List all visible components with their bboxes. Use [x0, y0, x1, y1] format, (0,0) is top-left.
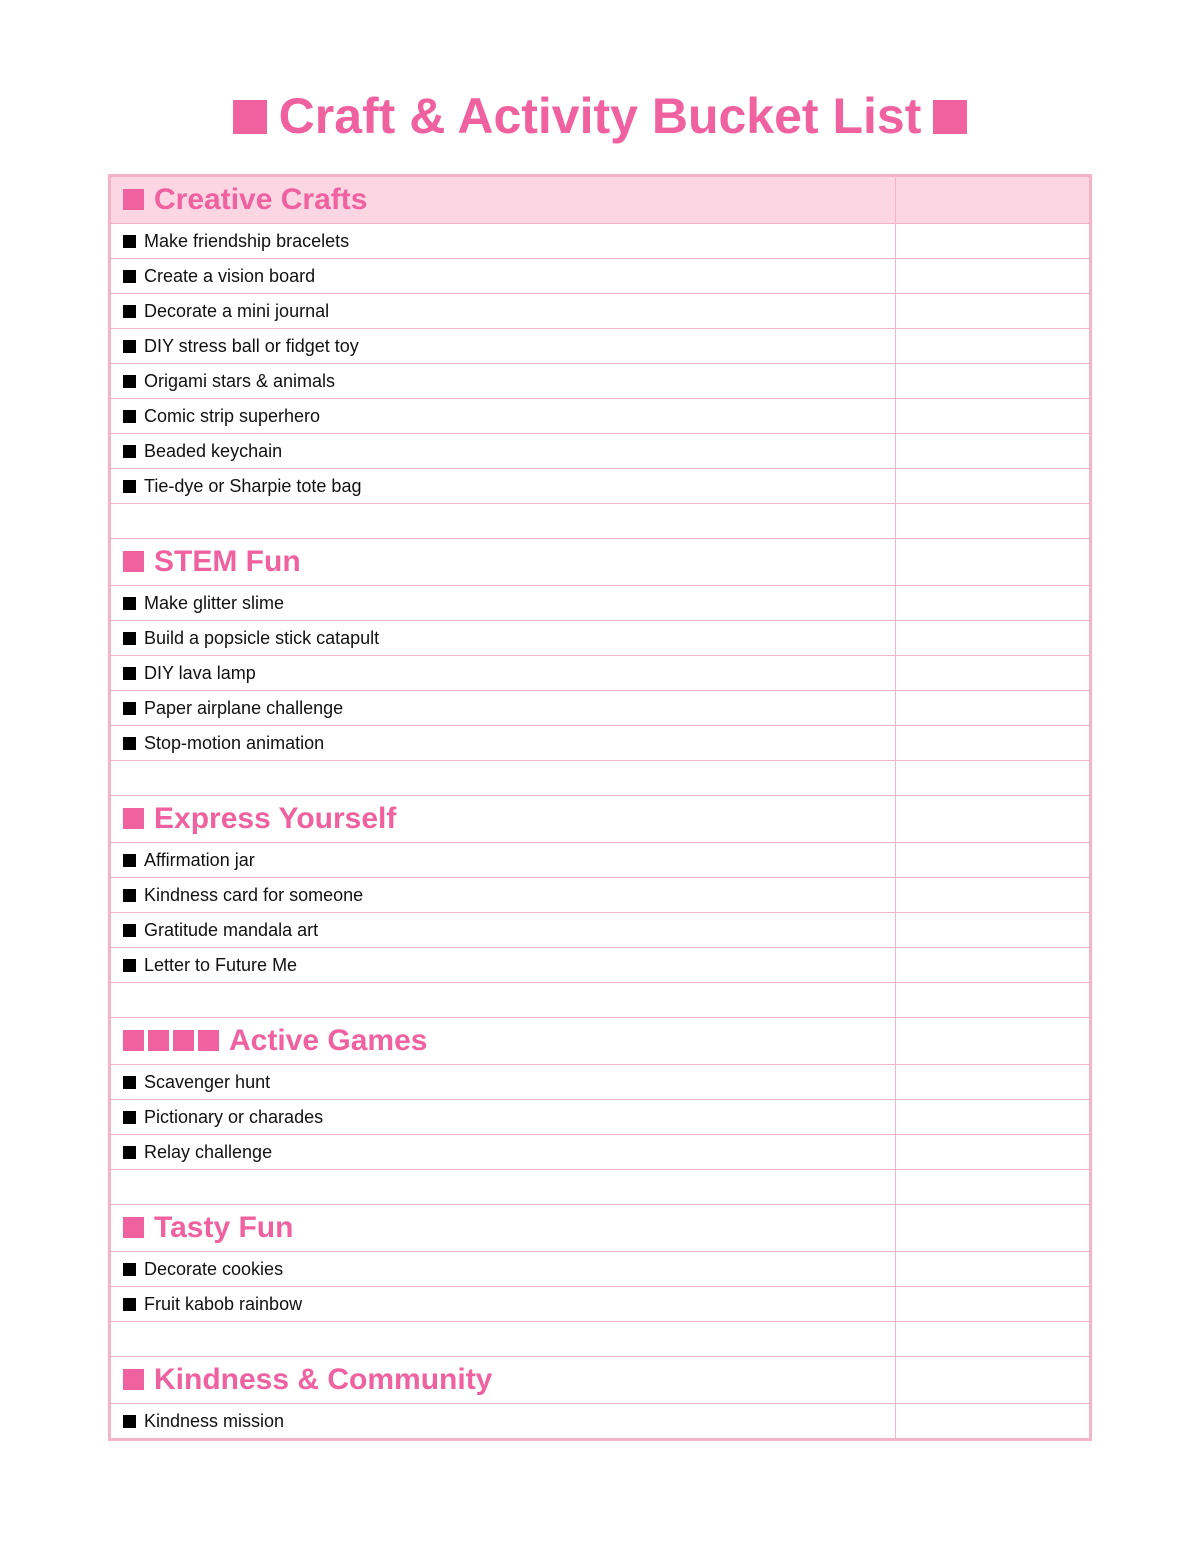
section-heading — [111, 539, 896, 586]
bullet-square-icon — [123, 737, 136, 750]
bullet-square-icon — [123, 1298, 136, 1311]
check-cell[interactable] — [896, 434, 1090, 469]
square-icon — [123, 1030, 144, 1051]
table-row — [111, 1252, 1090, 1287]
activity-label: Kindness mission — [144, 1410, 285, 1431]
section-heading-text: Tasty Fun — [154, 1211, 294, 1244]
activity-cell — [111, 1065, 896, 1100]
bullet-square-icon — [123, 1111, 136, 1124]
table-row — [111, 586, 1090, 621]
empty-cell[interactable] — [111, 504, 896, 539]
table-row — [111, 843, 1090, 878]
empty-cell[interactable] — [896, 761, 1090, 796]
table-row — [111, 259, 1090, 294]
blank-row — [111, 1322, 1090, 1357]
check-cell[interactable] — [896, 399, 1090, 434]
square-icon — [233, 100, 267, 134]
table-row — [111, 691, 1090, 726]
activity-cell — [111, 1100, 896, 1135]
bullet-square-icon — [123, 702, 136, 715]
check-cell[interactable] — [896, 1018, 1090, 1065]
activity-cell — [111, 656, 896, 691]
section-heading — [111, 796, 896, 843]
section-heading-text: Kindness & Community — [154, 1363, 493, 1396]
table-row — [111, 294, 1090, 329]
check-cell[interactable] — [896, 294, 1090, 329]
page-title — [0, 84, 1200, 148]
table-row — [111, 913, 1090, 948]
section-heading — [111, 1018, 896, 1065]
check-cell[interactable] — [896, 1252, 1090, 1287]
bucket-list-table — [108, 174, 1092, 1441]
bullet-square-icon — [123, 889, 136, 902]
bullet-square-icon — [123, 632, 136, 645]
table-row — [111, 656, 1090, 691]
empty-cell[interactable] — [111, 983, 896, 1018]
check-cell[interactable] — [896, 177, 1090, 224]
empty-cell[interactable] — [896, 1170, 1090, 1205]
empty-cell[interactable] — [896, 1322, 1090, 1357]
activity-label: Make glitter slime — [144, 592, 285, 613]
check-cell[interactable] — [896, 1287, 1090, 1322]
section-header-row — [111, 177, 1090, 224]
section-heading — [111, 1205, 896, 1252]
bullet-square-icon — [123, 445, 136, 458]
activity-label: Relay challenge — [144, 1141, 273, 1162]
section-heading — [111, 1357, 896, 1404]
activity-cell — [111, 691, 896, 726]
activity-label: Make friendship bracelets — [144, 230, 350, 251]
bullet-square-icon — [123, 959, 136, 972]
table-row — [111, 399, 1090, 434]
square-icon — [148, 1030, 169, 1051]
activity-label: Tie-dye or Sharpie tote bag — [144, 475, 362, 496]
check-cell[interactable] — [896, 224, 1090, 259]
square-icon — [123, 551, 144, 572]
table-row — [111, 948, 1090, 983]
table-row — [111, 878, 1090, 913]
activity-label: Affirmation jar — [144, 849, 255, 870]
check-cell[interactable] — [896, 1135, 1090, 1170]
activity-cell — [111, 843, 896, 878]
table-row — [111, 224, 1090, 259]
empty-cell[interactable] — [111, 1322, 896, 1357]
section-heading-text: Express Yourself — [154, 802, 397, 835]
check-cell[interactable] — [896, 843, 1090, 878]
activity-label: Gratitude mandala art — [144, 919, 319, 940]
section-header-row — [111, 796, 1090, 843]
section-header-row — [111, 1357, 1090, 1404]
activity-label: Decorate a mini journal — [144, 300, 330, 321]
activity-cell — [111, 948, 896, 983]
empty-cell[interactable] — [896, 504, 1090, 539]
activity-cell — [111, 1287, 896, 1322]
bullet-square-icon — [123, 340, 136, 353]
table-row — [111, 1065, 1090, 1100]
activity-label: Stop-motion animation — [144, 732, 325, 753]
check-cell[interactable] — [896, 364, 1090, 399]
activity-label: Scavenger hunt — [144, 1071, 271, 1092]
activity-cell — [111, 224, 896, 259]
table-row — [111, 364, 1090, 399]
check-cell[interactable] — [896, 948, 1090, 983]
table-row — [111, 1287, 1090, 1322]
activity-cell — [111, 586, 896, 621]
check-cell[interactable] — [896, 1100, 1090, 1135]
bullet-square-icon — [123, 410, 136, 423]
activity-label: DIY stress ball or fidget toy — [144, 335, 359, 356]
check-cell[interactable] — [896, 1404, 1090, 1439]
section-header-row — [111, 1018, 1090, 1065]
section-heading — [111, 177, 896, 224]
activity-cell — [111, 1252, 896, 1287]
bullet-square-icon — [123, 1076, 136, 1089]
activity-label: Fruit kabob rainbow — [144, 1293, 303, 1314]
square-icon — [198, 1030, 219, 1051]
section-heading-text: Active Games — [229, 1024, 428, 1057]
square-icon — [173, 1030, 194, 1051]
table-row — [111, 434, 1090, 469]
check-cell[interactable] — [896, 621, 1090, 656]
check-cell[interactable] — [896, 1357, 1090, 1404]
square-icon — [933, 100, 967, 134]
activity-cell — [111, 329, 896, 364]
activity-cell — [111, 621, 896, 656]
square-icon — [123, 808, 144, 829]
bullet-square-icon — [123, 480, 136, 493]
section-heading-text: Creative Crafts — [154, 183, 368, 216]
blank-row — [111, 1170, 1090, 1205]
activity-cell — [111, 399, 896, 434]
bullet-square-icon — [123, 1263, 136, 1276]
activity-cell — [111, 913, 896, 948]
activity-cell — [111, 294, 896, 329]
activity-cell — [111, 878, 896, 913]
check-cell[interactable] — [896, 1205, 1090, 1252]
activity-label: Build a popsicle stick catapult — [144, 627, 380, 648]
check-cell[interactable] — [896, 586, 1090, 621]
activity-label: Letter to Future Me — [144, 954, 298, 975]
bullet-square-icon — [123, 235, 136, 248]
check-cell[interactable] — [896, 329, 1090, 364]
activity-label: Create a vision board — [144, 265, 316, 286]
bullet-square-icon — [123, 305, 136, 318]
square-icon — [123, 1369, 144, 1390]
bullet-square-icon — [123, 375, 136, 388]
check-cell[interactable] — [896, 259, 1090, 294]
check-cell[interactable] — [896, 913, 1090, 948]
bullet-square-icon — [123, 1146, 136, 1159]
activity-cell — [111, 364, 896, 399]
check-cell[interactable] — [896, 726, 1090, 761]
check-cell[interactable] — [896, 878, 1090, 913]
table-body — [111, 177, 1090, 1439]
bullet-square-icon — [123, 924, 136, 937]
square-icon — [123, 1217, 144, 1238]
page-title-text: Craft & Activity Bucket List — [278, 88, 922, 144]
blank-row — [111, 761, 1090, 796]
activity-label: Origami stars & animals — [144, 370, 336, 391]
table-row — [111, 469, 1090, 504]
bullet-square-icon — [123, 667, 136, 680]
bullet-square-icon — [123, 597, 136, 610]
square-icon — [123, 189, 144, 210]
check-cell[interactable] — [896, 691, 1090, 726]
activity-cell — [111, 726, 896, 761]
table-row — [111, 1135, 1090, 1170]
empty-cell[interactable] — [111, 1170, 896, 1205]
section-header-row — [111, 539, 1090, 586]
activity-cell — [111, 434, 896, 469]
activity-cell — [111, 1404, 896, 1439]
activity-label: Comic strip superhero — [144, 405, 321, 426]
check-cell[interactable] — [896, 656, 1090, 691]
activity-label: Kindness card for someone — [144, 884, 364, 905]
check-cell[interactable] — [896, 796, 1090, 843]
activity-cell — [111, 469, 896, 504]
bullet-square-icon — [123, 270, 136, 283]
activity-label: Pictionary or charades — [144, 1106, 324, 1127]
activity-label: DIY lava lamp — [144, 662, 256, 683]
blank-row — [111, 983, 1090, 1018]
table-row — [111, 1100, 1090, 1135]
check-cell[interactable] — [896, 539, 1090, 586]
bullet-square-icon — [123, 1415, 136, 1428]
table-row — [111, 726, 1090, 761]
activity-label: Beaded keychain — [144, 440, 283, 461]
activity-cell — [111, 1135, 896, 1170]
activity-label: Paper airplane challenge — [144, 697, 344, 718]
table-row — [111, 621, 1090, 656]
table-row — [111, 1404, 1090, 1439]
section-heading-text: STEM Fun — [154, 545, 301, 578]
blank-row — [111, 504, 1090, 539]
activity-cell — [111, 259, 896, 294]
activity-label: Decorate cookies — [144, 1258, 284, 1279]
bullet-square-icon — [123, 854, 136, 867]
check-cell[interactable] — [896, 469, 1090, 504]
empty-cell[interactable] — [896, 983, 1090, 1018]
check-cell[interactable] — [896, 1065, 1090, 1100]
empty-cell[interactable] — [111, 761, 896, 796]
section-header-row — [111, 1205, 1090, 1252]
table-row — [111, 329, 1090, 364]
